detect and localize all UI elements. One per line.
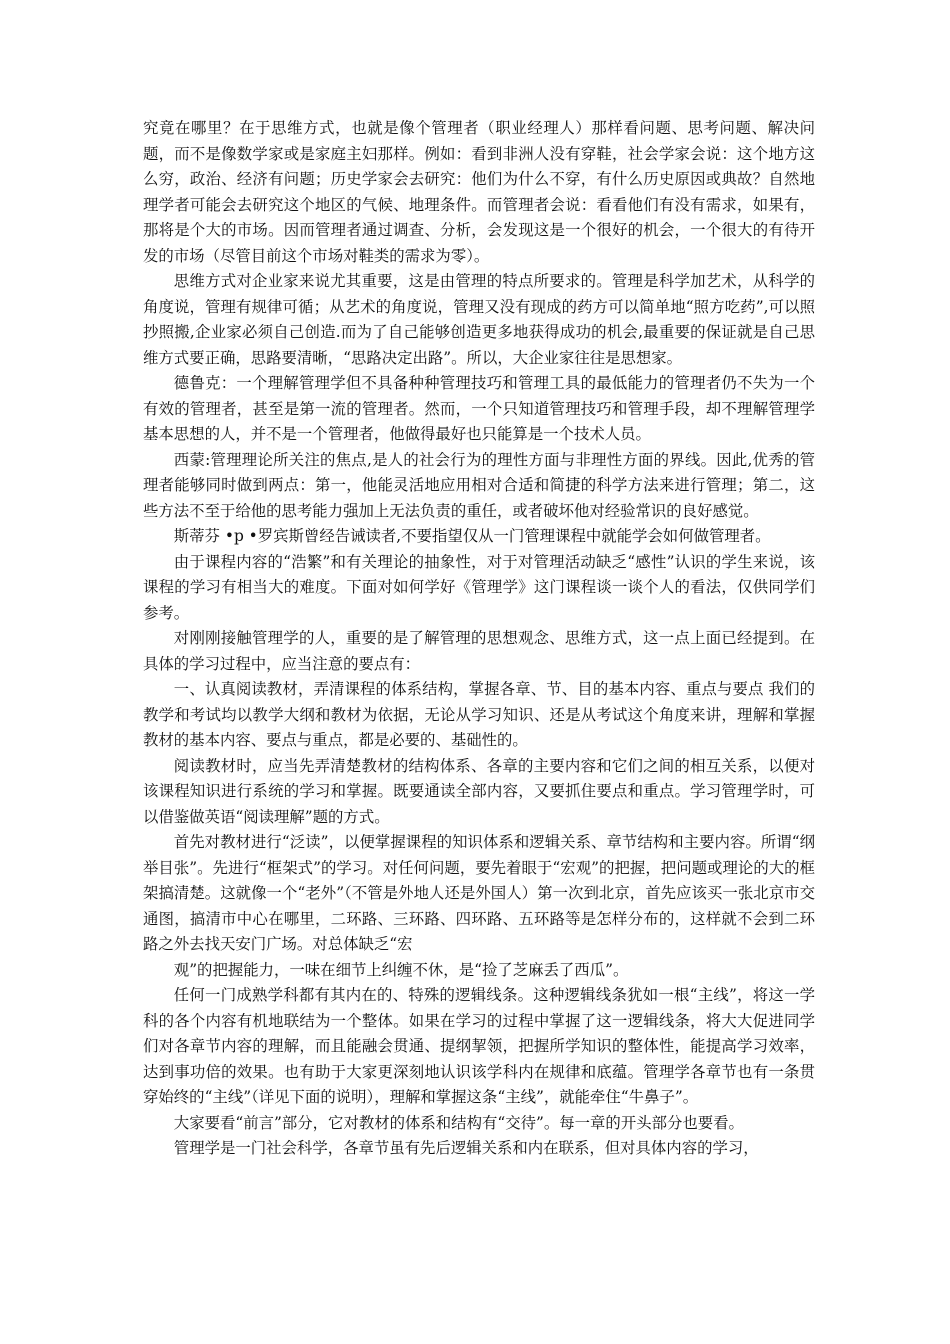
- paragraph-11: 观”的把握能力，一味在细节上纠缠不休，是“捡了芝麻丢了西瓜”。: [173, 960, 629, 979]
- paragraph-2: 思维方式对企业家来说尤其重要，这是由管理的特点所要求的。管理是科学加艺术，从科学的角度说，管理有规律可循；从艺术的角度说，管理又没有现成的药方可以简单地“照方吃药”,可以照抄照搬,企业家必须自己创造.而为了自己能够创造更多地获得成功的机会,最重要的保证就是自己思维方式要正确，思路要清晰，“思路决定出路”。所以，大企业家往往是思想家。: [143, 272, 815, 367]
- document-page: [143, 116, 815, 1162]
- paragraph-7: 对刚刚接触管理学的人，重要的是了解管理的思想观念、思维方式，这一点上面已经提到。在具体的学习过程中，应当注意的要点有：: [143, 629, 815, 673]
- paragraph-12: 任何一门成熟学科都有其内在的、特殊的逻辑线条。这种逻辑线条犹如一根“主线”，将这一学科的各个内容有机地联结为一个整体。如果在学习的过程中掌握了这一逻辑线条，将大大促进同学们对各章节内容的理解，而且能融会贯通、提纲挈领，把握所学知识的整体性，能提高学习效率，达到事功倍的效果。也有助于大家更深刻地认识该学科内在规律和底蕴。管理学各章节也有一条贯穿始终的“主线”（详见下面的说明），理解和掌握这条“主线”，就能牵住“牛鼻子”。: [143, 986, 815, 1106]
- paragraph-13: 大家要看“前言”部分，它对教材的体系和结构有“交待”。每一章的开头部分也要看。: [173, 1113, 744, 1132]
- paragraph-9: 阅读教材时，应当先弄清楚教材的结构体系、各章的主要内容和它们之间的相互关系，以便对该课程知识进行系统的学习和掌握。既要通读全部内容，又要抓住要点和重点。学习管理学时，可以借鉴做英语“阅读理解”题的方式。: [143, 756, 815, 826]
- paragraph-4: 西蒙:管理理论所关注的焦点,是人的社会行为的理性方面与非理性方面的界线。因此,优秀的管理者能够同时做到两点：第一，他能灵活地应用相对合适和简捷的科学方法来进行管理；第二，这些方法不至于给他的思考能力强加上无法负责的重任，或者破坏他对经验常识的良好感觉。: [143, 450, 815, 520]
- paragraph-14: 管理学是一门社会科学，各章节虽有先后逻辑关系和内在联系，但对具体内容的学习，: [173, 1139, 759, 1157]
- paragraph-3: 德鲁克：一个理解管理学但不具备种种管理技巧和管理工具的最低能力的管理者仍不失为一个有效的管理者，甚至是第一流的管理者。然而，一个只知道管理技巧和管理手段，却不理解管理学基本思想的人，并不是一个管理者，他做得最好也只能算是一个技术人员。: [143, 374, 815, 443]
- paragraph-5: 斯蒂芬 •p •罗宾斯曾经告诫读者,不要指望仅从一门管理课程中就能学会如何做管理者。: [173, 527, 771, 545]
- paragraph-6: 由于课程内容的“浩繁”和有关理论的抽象性，对于对管理活动缺乏“感性”认识的学生来说，该课程的学习有相当大的难度。下面对如何学好《管理学》这门课程谈一谈个人的看法，仅供同学们参考。: [143, 552, 815, 622]
- paragraph-8: 一、认真阅读教材，弄清课程的体系结构，掌握各章、节、目的基本内容、重点与要点 我们的教学和考试均以教学大纲和教材为依据，无论从学习知识、还是从考试这个角度来讲，理解和掌握教材的基本内容、要点与重点，都是必要的、基础性的。: [143, 680, 815, 749]
- paragraph-10: 首先对教材进行“泛读”，以便掌握课程的知识体系和逻辑关系、章节结构和主要内容。所谓“纲举目张”。先进行“框架式”的学习。对任何问题，要先着眼于“宏观”的把握，把问题或理论的大的框架搞清楚。这就像一个“老外”（不管是外地人还是外国人）第一次到北京，首先应该买一张北京市交通图，搞清市中心在哪里，二环路、三环路、四环路、五环路等是怎样分布的，这样就不会到二环路之外去找天安门广场。对总体缺乏“宏: [143, 833, 815, 953]
- paragraph-1: 究竟在哪里？在于思维方式，也就是像个管理者（职业经理人）那样看问题、思考问题、解决问题，而不是像数学家或是家庭主妇那样。例如：看到非洲人没有穿鞋，社会学家会说：这个地方这么穷，政治、经济有问题；历史学家会去研究：他们为什么不穿，有什么历史原因或典故？自然地理学者可能会去研究这个地区的气候、地理条件。而管理者会说：看看他们有没有需求，如果有，那将是个大的市场。因而管理者通过调查、分析，会发现这是一个很好的机会，一个很大的有待开发的市场（尽管目前这个市场对鞋类的需求为零）。: [143, 119, 815, 265]
